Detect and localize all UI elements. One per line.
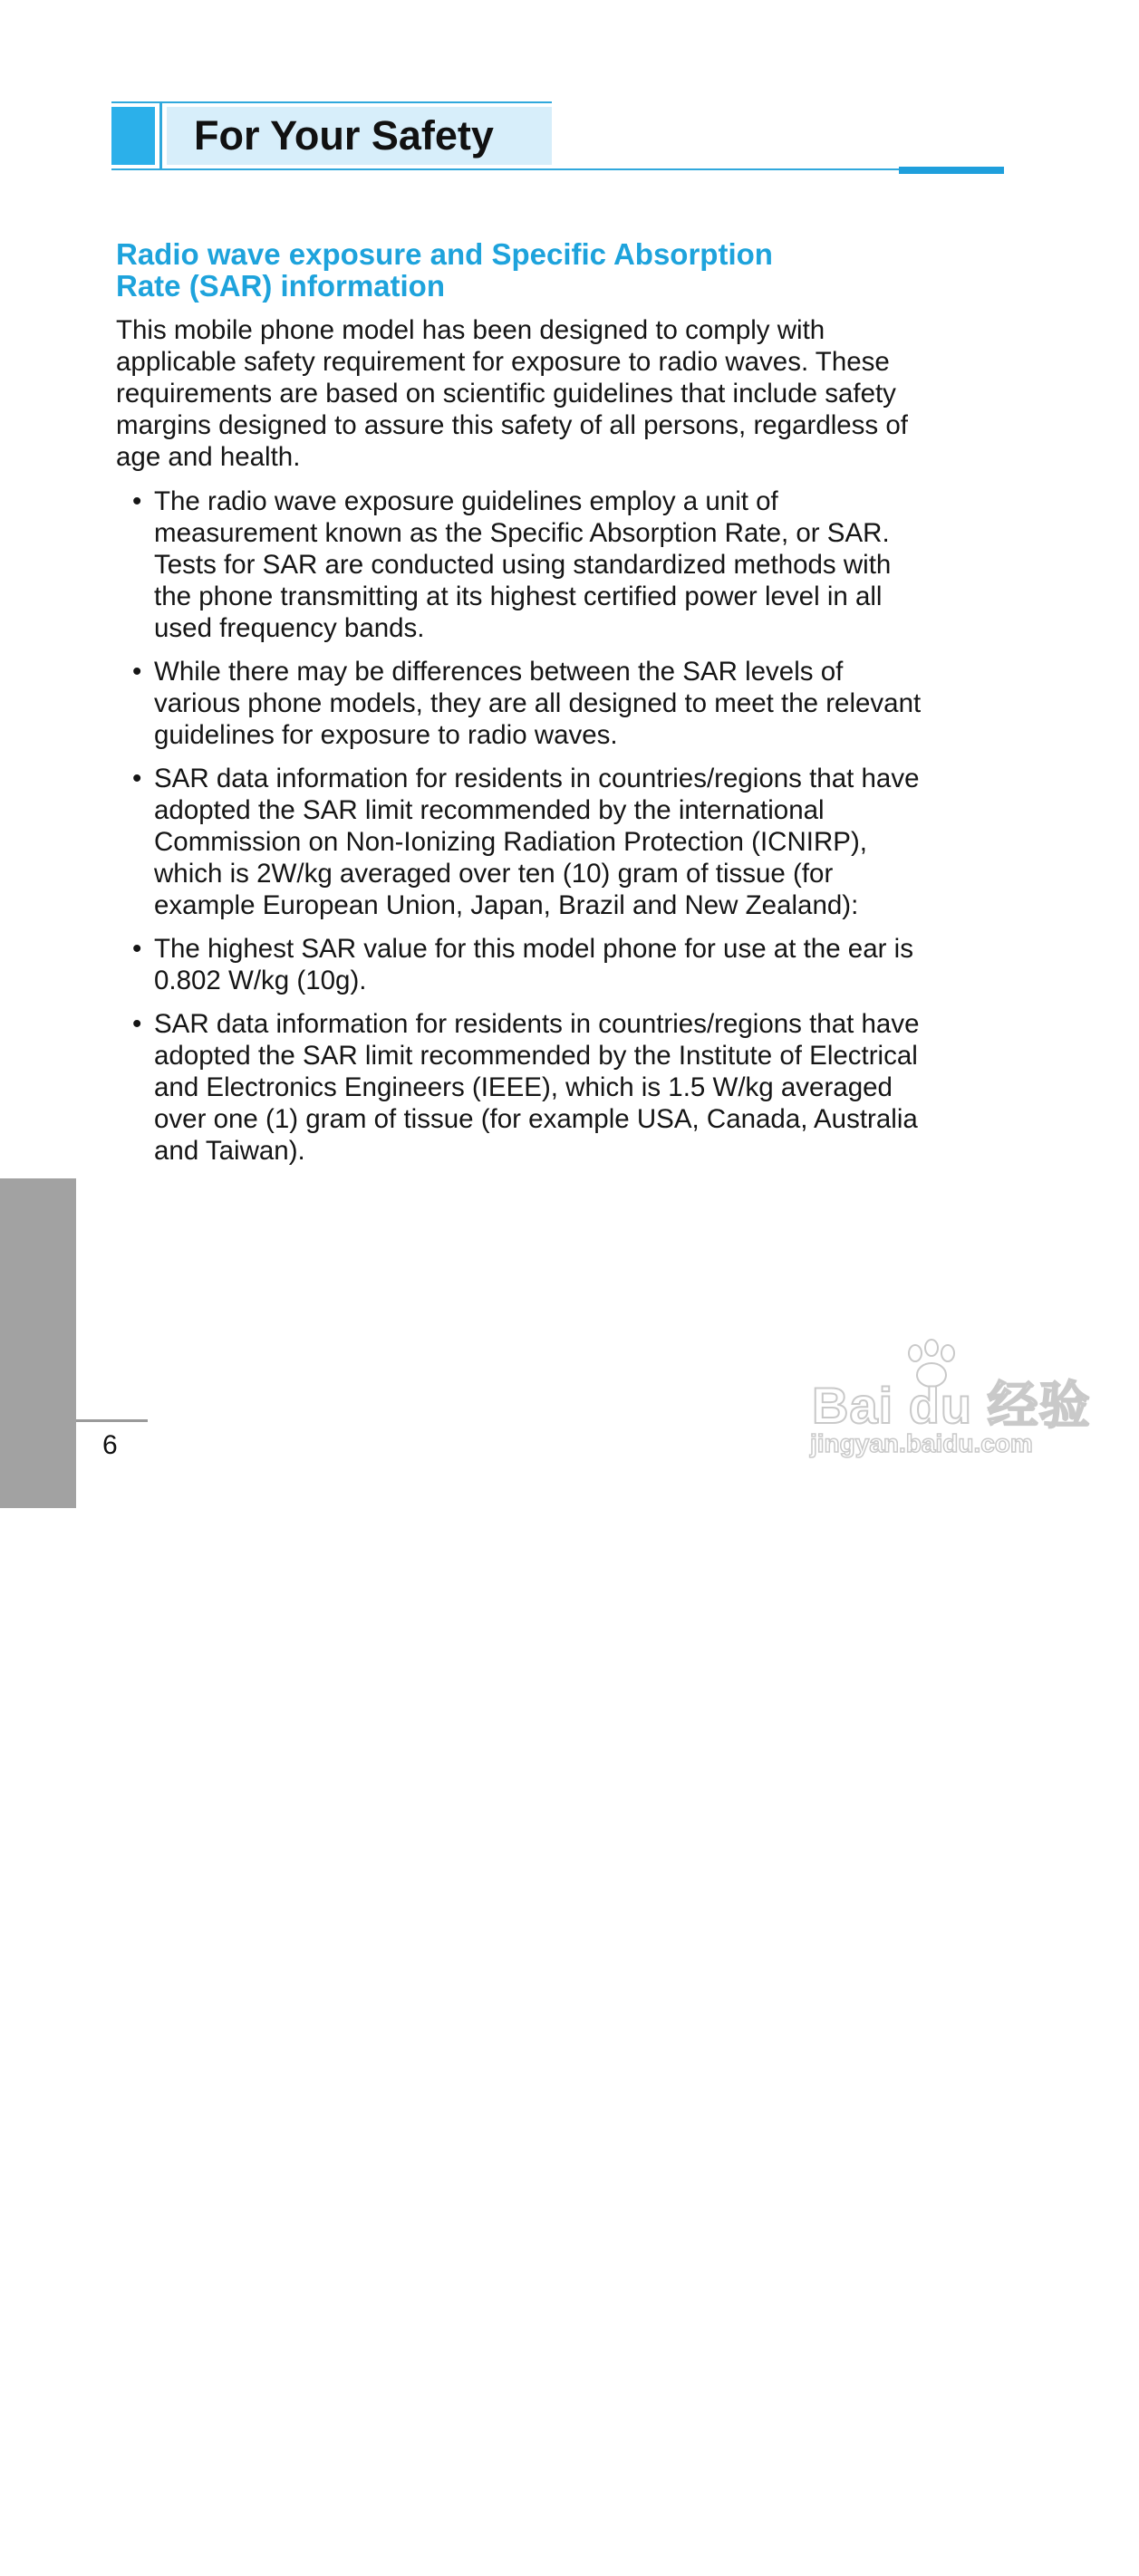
bullet-line: over one (1) gram of tissue (for example USA, Canada, Australia bbox=[154, 1104, 918, 1134]
bullet-dot: • bbox=[132, 934, 142, 964]
bullet-line: and Electronics Engineers (IEEE), which is 1.5 W/kg averaged bbox=[154, 1072, 893, 1102]
intro-line: requirements are based on scientific guidelines that include safety bbox=[116, 379, 896, 409]
bullet-dot: • bbox=[132, 764, 142, 793]
bullet-list bbox=[116, 485, 1004, 1178]
bullet-line: guidelines for exposure to radio waves. bbox=[154, 720, 618, 750]
bullet-item bbox=[116, 656, 1004, 751]
bullet-line: adopted the SAR limit recommended by the international bbox=[154, 795, 825, 825]
section-heading bbox=[116, 238, 977, 302]
bullet-dot: • bbox=[132, 486, 142, 516]
bullet-line: used frequency bands. bbox=[154, 613, 425, 643]
watermark-url: jingyan.baidu.com bbox=[810, 1429, 1033, 1457]
language-label: ENGLISH bbox=[24, 2423, 53, 2576]
bullet-line: The highest SAR value for this model phone for use at the ear is bbox=[154, 934, 913, 964]
page-number: 6 bbox=[102, 1430, 118, 1460]
bullet-line: various phone models, they are all designed to meet the relevant bbox=[154, 688, 922, 718]
page-title: For Your Safety bbox=[194, 112, 494, 159]
bullet-item bbox=[116, 1008, 1004, 1167]
bullet-line: the phone transmitting at its highest certified power level in all bbox=[154, 582, 883, 611]
bullet-line: Tests for SAR are conducted using standardized methods with bbox=[154, 550, 892, 580]
bullet-line: The radio wave exposure guidelines employ a unit of bbox=[154, 486, 778, 516]
header-accent-block bbox=[111, 107, 155, 165]
header-bottom-rule bbox=[111, 168, 1004, 170]
language-side-tab bbox=[0, 1178, 76, 2576]
intro-line: applicable safety requirement for exposure to radio waves. These bbox=[116, 347, 890, 377]
bullet-line: While there may be differences between the SAR levels of bbox=[154, 657, 844, 687]
bullet-line: 0.802 W/kg (10g). bbox=[154, 966, 367, 995]
bullet-line: SAR data information for residents in countries/regions that have bbox=[154, 764, 920, 793]
section-heading-line: Radio wave exposure and Specific Absorption bbox=[116, 237, 773, 271]
bullet-line: measurement known as the Specific Absorption Rate, or SAR. bbox=[154, 518, 890, 548]
bullet-item bbox=[116, 485, 1004, 644]
watermark bbox=[805, 1339, 1091, 1466]
bullet-line: and Taiwan). bbox=[154, 1136, 305, 1166]
header-top-rule bbox=[111, 101, 552, 103]
bullet-dot: • bbox=[132, 657, 142, 687]
intro-line: age and health. bbox=[116, 442, 301, 472]
watermark-brand: Bai du 经验 bbox=[812, 1377, 1091, 1434]
intro-line: This mobile phone model has been designed to comply with bbox=[116, 315, 825, 345]
bullet-line: SAR data information for residents in countries/regions that have bbox=[154, 1009, 920, 1039]
intro-paragraph bbox=[116, 314, 986, 473]
section-heading-line: Rate (SAR) information bbox=[116, 269, 445, 303]
bullet-item bbox=[116, 763, 1004, 921]
bullet-line: adopted the SAR limit recommended by the Institute of Electrical bbox=[154, 1041, 918, 1071]
bullet-line: Commission on Non-Ionizing Radiation Protection (ICNIRP), bbox=[154, 827, 867, 857]
bullet-dot: • bbox=[132, 1009, 142, 1039]
bullet-item bbox=[116, 933, 1004, 996]
bullet-line: example European Union, Japan, Brazil and New Zealand): bbox=[154, 890, 859, 920]
bullet-line: which is 2W/kg averaged over ten (10) gram of tissue (for bbox=[154, 859, 834, 889]
header-divider bbox=[159, 103, 162, 168]
header-bottom-accent bbox=[899, 167, 1004, 174]
intro-line: margins designed to assure this safety of all persons, regardless of bbox=[116, 410, 908, 440]
page-number-rule bbox=[76, 1419, 148, 1422]
